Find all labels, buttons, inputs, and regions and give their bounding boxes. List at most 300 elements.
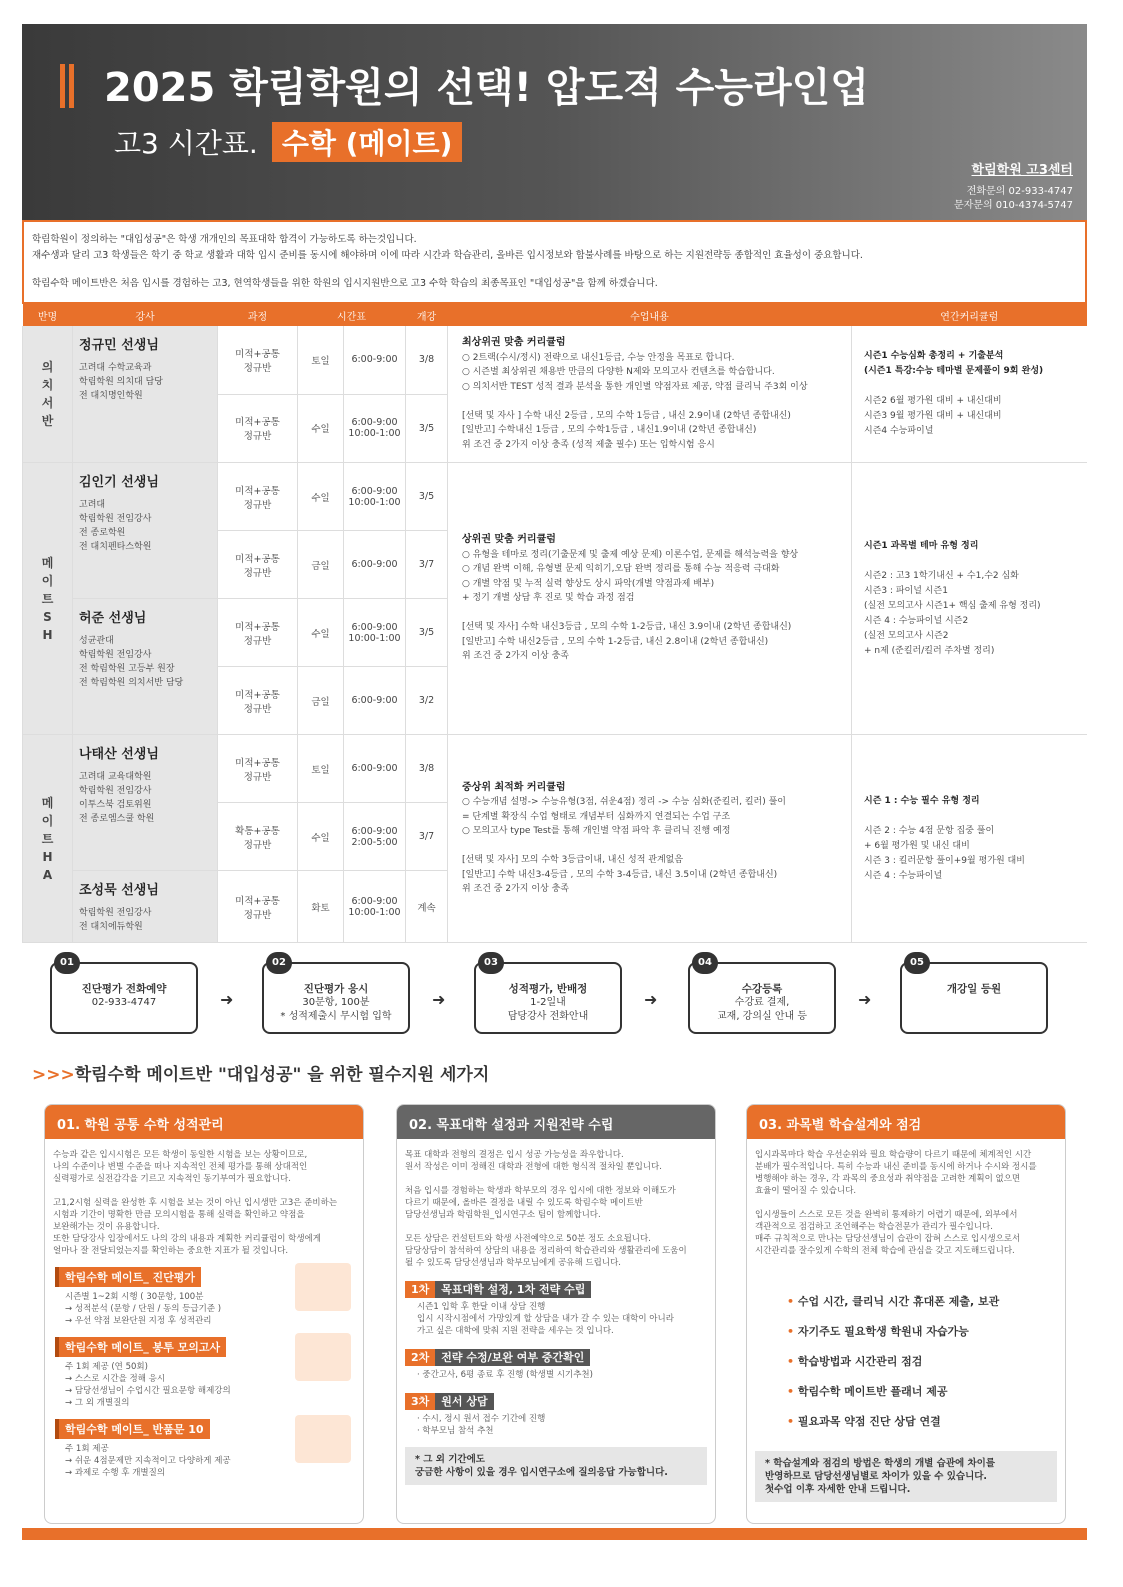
teacher-bio: 고려대 교육대학원: [79, 772, 152, 782]
time-text: 6:00-9:00: [351, 559, 398, 570]
teacher-cell: [73, 735, 218, 871]
content-line: [일반고] 수학 내신3-4등급 , 모의 수학 3-4등급, 내신 3.5이내 (2학년 종합내신): [462, 869, 778, 880]
strategy-step-title: 전략 수정/보완 여부 중간확인: [435, 1349, 590, 1366]
column-text: [747, 1149, 1065, 1257]
time-text: 10:00-1:00: [348, 906, 401, 918]
teacher-name: 조성묵 선생님: [79, 883, 159, 898]
time-cell: [344, 667, 406, 735]
column-note: [405, 1447, 707, 1485]
bullet-icon: •: [787, 1355, 798, 1368]
teacher-bio: 학림학원 전임강사: [79, 514, 152, 524]
strategy-step: [405, 1281, 715, 1297]
class-name-char: 서: [41, 396, 54, 410]
class-name-char: H: [42, 627, 53, 642]
support-column-1: [44, 1104, 364, 1524]
strategy-step-text: [397, 1365, 715, 1381]
strategy-step-title: 원서 상담: [435, 1393, 493, 1410]
timetable: [22, 304, 1087, 943]
strategy-step-number: 1차: [405, 1281, 435, 1298]
teacher-bio: 전 학림학원 의치서반 담당: [79, 678, 184, 688]
class-name-char: 반: [41, 414, 54, 428]
class-content: [448, 463, 852, 735]
course-text: 미적+공통: [235, 895, 280, 907]
sub-block: [45, 1327, 363, 1409]
curriculum-line: + 6월 평가원 및 내신 대비: [864, 840, 970, 851]
sub-line: · 학부모님 참석 추천: [417, 1426, 494, 1436]
time-cell: [344, 531, 406, 599]
strategy-step: [405, 1393, 715, 1409]
course-cell: [218, 326, 298, 394]
sub-block: [45, 1409, 363, 1479]
course-text: 정규반: [243, 703, 272, 715]
day-cell: 금일: [298, 531, 344, 599]
arrow-right-icon: ➜: [220, 990, 234, 1009]
table-header: 강사: [73, 304, 218, 326]
class-name-char: S: [43, 609, 52, 624]
course-text: 정규반: [243, 771, 272, 783]
time-text: 6:00-9:00: [351, 621, 398, 633]
sub-line: → 그 외 개별질의: [65, 1398, 130, 1408]
content-title: 상위권 맞춤 커리큘럼: [462, 534, 556, 546]
curriculum: [852, 326, 1088, 463]
curriculum-line: (실전 모의고사 시즌1+ 핵심 출제 유형 정리): [864, 600, 1041, 611]
time-text: 6:00-9:00: [351, 695, 398, 706]
time-cell: [344, 599, 406, 667]
text-line: 담당상담이 참석하여 상담의 내용을 정리하여 학습관리와 생활관리에 도움이: [405, 1246, 687, 1256]
start-cell: 3/7: [406, 531, 448, 599]
center-name: 학림학원 고3센터: [971, 163, 1073, 178]
support-column-3: [746, 1104, 1066, 1524]
day-cell: 수일: [298, 463, 344, 531]
course-text: 정규반: [243, 567, 272, 579]
bullet-text: 학림수학 메이트반 플래너 제공: [797, 1385, 948, 1398]
content-title: 최상위권 맞춤 커리큘럼: [462, 337, 566, 348]
class-name: [23, 463, 73, 735]
step-desc: 담당강사 전화안내: [507, 1011, 589, 1022]
teacher-bio: 학림학원 전임강사: [79, 786, 152, 796]
table-row: [23, 735, 1088, 803]
document-icon: [295, 1333, 351, 1381]
step-title: 개강일 등원: [946, 983, 1002, 995]
day-cell: 수일: [298, 394, 344, 462]
course-cell: [218, 599, 298, 667]
sub-line: 주 1회 제공: [65, 1444, 109, 1454]
strategy-step-text: [397, 1409, 715, 1437]
course-text: 미적+공통: [235, 689, 280, 701]
sub-line: · 수시, 정시 원서 접수 기간에 진행: [417, 1414, 546, 1424]
step-title: 진단평가 응시: [303, 983, 369, 995]
text-line: 실력평가로 실전감각을 기르고 지속적인 동기부여가 필요합니다.: [53, 1174, 291, 1184]
step-desc: 30문항, 100분: [302, 997, 370, 1008]
note-line: * 그 외 기간에도: [415, 1454, 485, 1465]
teacher-cell: [73, 326, 218, 463]
teacher-bio: 전 대치명인학원: [79, 391, 143, 401]
teacher-cell: [73, 463, 218, 599]
time-text: 6:00-9:00: [351, 825, 398, 837]
step-title: 성적평가, 반배정: [508, 983, 588, 995]
sub-block: [45, 1257, 363, 1327]
content-line: ○ 의치서반 TEST 성적 결과 분석을 통한 개인별 약점자료 제공, 약점 클리닉 주3회 이상: [462, 381, 808, 392]
sub-heading: 학림수학 메이트_ 봉투 모의고사: [55, 1337, 226, 1357]
text-line: 객관적으로 점검하고 조언해주는 학습전문가 관리가 필수입니다.: [755, 1222, 993, 1232]
strategy-step-number: 3차: [405, 1393, 435, 1410]
sub-line: → 담당선생님이 수업시간 필요문항 해제강의: [65, 1386, 231, 1396]
bullet-item: [747, 1407, 1065, 1437]
course-cell: [218, 871, 298, 943]
time-text: 10:00-1:00: [348, 632, 401, 644]
content-line: [선택 및 자사] 수학 내신3등급 , 모의 수학 1-2등급, 내신 3.9이내 (2학년 종합내신): [462, 622, 792, 633]
class-name: [23, 326, 73, 463]
class-name-char: 메: [41, 795, 54, 810]
step-desc: 교재, 강의실 안내 등: [717, 1011, 807, 1022]
teacher-bio: 학림학원 전임강사: [79, 650, 152, 660]
curriculum-line: 시즌 4 : 수능파이널 시즌2: [864, 615, 969, 626]
arrow-right-icon: ➜: [858, 990, 872, 1009]
curriculum-title: 시즌1 과목별 테마 유형 정리: [864, 540, 979, 551]
strategy-step-number: 2차: [405, 1349, 435, 1366]
content-line: ○ 수능개념 설명-> 수능유형(3점, 쉬운4점) 정리 -> 수능 심화(준킬러, 킬러) 풀이: [462, 797, 786, 807]
step-number: 01: [54, 952, 80, 974]
curriculum: [852, 735, 1088, 943]
teacher-name: 허준 선생님: [79, 611, 147, 626]
start-cell: 3/2: [406, 667, 448, 735]
time-text: 10:00-1:00: [348, 428, 401, 440]
content-line: [선택 및 자사] 모의 수학 3등급이내, 내신 성적 관계없음: [462, 855, 684, 865]
course-text: 정규반: [243, 362, 272, 374]
text-line: 담당선생님과 학림학원_입시연구소 팀이 함께합니다.: [405, 1210, 601, 1220]
content-line: [선택 및 자사 ] 수학 내신 2등급 , 모의 수학 1등급 , 내신 2.9이내 (2학년 종합내신): [462, 410, 791, 421]
text-line: 다르기 때문에, 올바른 결정을 내릴 수 있도록 학림수학 메이트반: [405, 1198, 643, 1208]
teacher-bio: 학림학원 전임강사: [79, 908, 152, 918]
bullet-item: [747, 1377, 1065, 1407]
intro-line: 재수생과 달리 고3 학생들은 학기 중 학교 생활과 대학 입시 준비를 동시에 해야하며 이에 따라 시간과 학습관리, 올바른 입시정보와 합불사례를 바탕으로 하는 지원전략등 종합적인 효율성이 중요합니다.: [32, 250, 863, 261]
class-name-char: 이: [41, 813, 54, 828]
text-line: 병행해야 하는 경우, 각 과목의 중요성과 취약점을 고려한 계획이 없으면: [755, 1174, 1021, 1184]
course-cell: [218, 463, 298, 531]
title-bar-icon: [60, 64, 65, 108]
bullet-text: 수업 시간, 클리닉 시간 휴대폰 제출, 보관: [797, 1295, 1000, 1308]
note-line: 반영하므로 담당선생님별로 차이가 있을 수 있습니다.: [765, 1471, 988, 1482]
curriculum-line: 시즌3 : 파이널 시즌1: [864, 585, 948, 596]
sub-heading: 학림수학 메이트_ 진단평가: [55, 1267, 201, 1287]
footer-bar: [22, 1528, 1087, 1540]
course-text: 미적+공통: [235, 757, 280, 769]
teacher-bio: 전 대치펜타스학원: [79, 542, 152, 552]
class-name: [23, 735, 73, 943]
sub-line: → 과제로 수행 후 개별질의: [65, 1468, 166, 1478]
step-number: 05: [904, 952, 930, 974]
curriculum-title: 시즌1 수능심화 총정리 + 기출분석: [864, 351, 1004, 361]
class-name-char: 트: [41, 831, 54, 846]
start-cell: 3/8: [406, 326, 448, 394]
curriculum-title: (시즌1 특강:수능 테마별 문제풀이 9회 완성): [864, 366, 1044, 376]
time-text: 6:00-9:00: [351, 354, 398, 366]
day-cell: 토일: [298, 326, 344, 394]
table-row: [23, 463, 1088, 531]
table-header: 수업내용: [448, 304, 852, 326]
intro-line: 학림학원이 정의하는 "대입성공"은 학생 개개인의 목표대학 합격이 가능하도록 하는것입니다.: [32, 234, 417, 245]
course-text: 미적+공통: [235, 621, 280, 633]
teacher-bio: 고려대 수학교육과: [79, 363, 152, 373]
text-line: 될 수 있도록 담당선생님과 학부모님에게 공유해 드립니다.: [405, 1258, 621, 1268]
subtitle-tag: 수학 (메이트): [272, 122, 463, 162]
start-cell: 3/8: [406, 735, 448, 803]
teacher-cell: [73, 599, 218, 735]
teacher-bio: 전 대치에듀학원: [79, 922, 143, 932]
arrow-right-icon: ➜: [644, 990, 658, 1009]
text-line: 시간관리를 잘수있게 수학의 전체 학습에 관심을 갖고 지도해드립니다.: [755, 1246, 1015, 1256]
time-text: 6:00-9:00: [351, 895, 398, 907]
content-title: 중상위 최적화 커리큘럼: [462, 781, 566, 793]
page-title: 2025 학림학원의 선택! 압도적 수능라인업: [104, 65, 869, 111]
content-line: + 정기 개별 상담 후 진로 및 학습 과정 점검: [462, 593, 635, 604]
class-name-char: H: [42, 849, 53, 864]
bullet-icon: •: [787, 1415, 798, 1428]
arrow-right-icon: ➜: [432, 990, 446, 1009]
class-name-char: 이: [41, 573, 54, 588]
note-line: * 학습설계와 점검의 방법은 학생의 개별 습관에 차이를: [765, 1458, 996, 1469]
course-cell: [218, 667, 298, 735]
intro-line: 학림수학 메이트반은 처음 입시를 경험하는 고3, 현역학생들을 위한 학원의 입시지원반으로 고3 수학 학습의 최종목표인 "대입성공"을 함께 하겠습니다.: [32, 278, 658, 289]
teacher-name: 나태산 선생님: [79, 747, 159, 762]
curriculum-title: 시즌 1 : 수능 필수 유형 정리: [864, 795, 980, 806]
class-name-char: A: [42, 867, 53, 882]
day-cell: 수일: [298, 599, 344, 667]
bullet-item: [747, 1347, 1065, 1377]
curriculum-line: 시즌 2 : 수능 4점 문항 집중 풀이: [864, 825, 995, 836]
text-line: 모든 상담은 컨설턴트와 학생 사전예약으로 50분 정도 소요됩니다.: [405, 1234, 651, 1244]
sub-line: → 스스로 시간을 정해 응시: [65, 1374, 166, 1384]
sub-line: 시즌별 1~2회 시행 ( 30문항, 100분: [65, 1292, 204, 1302]
teacher-bio: 성균관대: [79, 636, 114, 646]
time-cell: [344, 735, 406, 803]
column-note: [755, 1451, 1057, 1502]
step-desc: 02-933-4747: [91, 997, 157, 1008]
title-bar-icon: [69, 64, 74, 108]
content-line: ○ 모의고사 type Test를 통해 개인별 약점 파악 후 클리닉 진행 예정: [462, 826, 731, 836]
curriculum-line: 시즌2 : 고3 1학기내신 + 수1,수2 심화: [864, 570, 1019, 581]
content-line: = 단계별 확장식 수업 형태로 개념부터 심화까지 연결되는 수업 구조: [462, 811, 731, 822]
subtitle-text: 고3 시간표.: [114, 127, 258, 160]
curriculum-line: 시즌 3 : 킬러문항 풀이+9월 평가원 대비: [864, 855, 1025, 866]
bullet-icon: •: [787, 1295, 798, 1308]
text-line: 입시생들이 스스로 모든 것을 완벽히 통제하기 어렵기 때문에, 외부에서: [755, 1210, 1018, 1220]
bullet-icon: •: [787, 1325, 798, 1338]
text-line: 분배가 필수적입니다. 특히 수능과 내신 준비를 동시에 하거나 수시와 정시를: [755, 1162, 1037, 1172]
content-line: ○ 개별 약점 및 누적 실력 향상도 상시 파악(개별 약점과제 배부): [462, 578, 715, 589]
table-header: 과정: [218, 304, 298, 326]
bullet-text: 학습방법과 시간관리 점검: [797, 1355, 923, 1368]
day-cell: 토일: [298, 735, 344, 803]
course-text: 미적+공통: [235, 417, 280, 429]
teacher-bio: 전 종로엠스쿨 학원: [79, 814, 155, 824]
sub-line: 시즌1 입학 후 한달 이내 상담 진행: [417, 1302, 546, 1312]
course-text: 미적+공통: [235, 485, 280, 497]
content-line: [일반고] 수학내신 1등급 , 모의 수학1등급 , 내신1.9이내 (2학년 종합내신): [462, 425, 757, 435]
text-line: 원서 작성은 이미 정해진 대학과 전형에 대한 형식적 절차일 뿐입니다.: [405, 1162, 662, 1172]
class-name-char: 메: [41, 555, 54, 570]
content-line: ○ 개념 완벽 이해, 유형별 문제 익히기,오답 완벽 정리를 통해 수능 적응력 극대화: [462, 564, 780, 575]
intro-box: [22, 220, 1087, 304]
text-line: 효율이 떨어질 수 있습니다.: [755, 1186, 857, 1196]
class-name-char: 트: [41, 591, 54, 606]
bullet-item: [747, 1287, 1065, 1317]
text-line: 또한 담당강사 입장에서도 나의 강의 내용과 계획한 커리큘럼이 학생에게: [53, 1234, 321, 1244]
sub-line: → 성적분석 (문항 / 단원 / 동의 등급기준 ): [65, 1304, 222, 1314]
day-cell: 수일: [298, 803, 344, 871]
text-line: 얼마나 잘 전달되었는지를 확인하는 중요한 지표가 될 것입니다.: [53, 1246, 289, 1256]
phone-text: 전화문의 02-933-4747: [966, 186, 1073, 197]
step-desc: 1-2일내: [530, 997, 566, 1008]
step-number: 03: [478, 952, 504, 974]
text-line: 고1,2시험 실력을 완성한 후 시험을 보는 것이 아닌 입시생만 고3은 준비하는: [53, 1198, 338, 1208]
course-text: 정규반: [243, 909, 272, 921]
class-content: [448, 326, 852, 463]
start-cell: 3/5: [406, 599, 448, 667]
start-cell: 계속: [406, 871, 448, 943]
curriculum-line: 시즌2 6월 평가원 대비 + 내신대비: [864, 396, 1002, 406]
column-title: 03. 과목별 학습설계와 점검: [747, 1105, 1065, 1139]
table-header: 반명: [23, 304, 73, 326]
text-line: 시험과 기간이 명확한 만큼 모의시험을 통해 실력을 확인하고 약점을: [53, 1210, 305, 1220]
teacher-bio: 전 학림학원 고등부 원장: [79, 664, 175, 674]
sub-line: 주 1회 제공 (연 50회): [65, 1362, 148, 1372]
step-title: 수강등록: [741, 983, 783, 995]
step-desc: * 성적제출시 무시험 입학: [280, 1011, 392, 1022]
time-cell: [344, 871, 406, 943]
course-cell: [218, 803, 298, 871]
day-cell: 금일: [298, 667, 344, 735]
course-text: 미적+공통: [235, 553, 280, 565]
start-cell: 3/5: [406, 463, 448, 531]
text-line: 처음 입시를 경험하는 학생과 학부모의 경우 입시에 대한 정보와 이해도가: [405, 1186, 676, 1196]
page-subtitle: [114, 122, 462, 162]
time-cell: [344, 326, 406, 394]
table-header: 시간표: [298, 304, 406, 326]
curriculum-line: (실전 모의고사 시즌2: [864, 630, 949, 641]
step-number: 04: [692, 952, 718, 974]
teacher-bio: 고려대: [79, 500, 106, 510]
course-text: 확통+공통: [235, 825, 280, 837]
note-line: 궁금한 사항이 있을 경우 입시연구소에 질의응답 가능합니다.: [415, 1467, 668, 1478]
class-name-char: 의: [41, 360, 54, 374]
content-line: 위 조건 중 2가지 이상 충족 (성적 제출 필수) 또는 입학시험 응시: [462, 439, 715, 450]
text-line: 입시과목마다 학습 우선순위와 필요 학습량이 다르기 때문에 체계적인 시간: [755, 1150, 1032, 1160]
sub-line: → 우선 약점 보완단원 지정 후 성적관리: [65, 1316, 212, 1326]
class-name-char: 치: [41, 378, 54, 392]
table-header: 개강: [406, 304, 448, 326]
content-line: ○ 유형을 테마로 정리(기출문제 및 출제 예상 문제) 이론수업, 문제를 해석능력을 향상: [462, 549, 799, 560]
text-line: 매주 규칙적으로 만나는 담당선생님이 습관이 잡혀 스스로 입시생으로서: [755, 1234, 1021, 1244]
time-cell: [344, 803, 406, 871]
sms-text: 문자문의 010-4374-5747: [953, 200, 1073, 211]
strategy-step-title: 목표대학 설정, 1차 전략 수립: [435, 1281, 591, 1298]
teacher-cell: [73, 871, 218, 943]
header-banner: [22, 24, 1087, 220]
sub-line: 가고 싶은 대학에 맞춰 지원 전략을 세우는 것 입니다.: [417, 1326, 614, 1336]
teacher-bio: 전 종로학원: [79, 528, 126, 538]
course-cell: [218, 735, 298, 803]
support-column-2: [396, 1104, 716, 1524]
time-cell: [344, 463, 406, 531]
sub-line: · 중간고사, 6평 종료 후 진행 (학생별 시기추천): [417, 1370, 593, 1380]
text-line: 나의 수준이나 변별 수준을 떠나 지속적인 전체 평가를 통해 상대적인: [53, 1162, 308, 1172]
content-line: ○ 시즌별 최상위권 채용반 만큼의 다양한 N제와 모의고사 컨텐츠를 학습합니다.: [462, 367, 775, 377]
text-line: 보완해가는 것이 유용합니다.: [53, 1222, 160, 1232]
note-line: 첫수업 이후 자세한 안내 드립니다.: [765, 1484, 911, 1495]
step-title: 진단평가 전화예약: [81, 983, 167, 995]
teacher-name: 정규민 선생님: [79, 338, 159, 353]
time-text: 6:00-9:00: [351, 417, 398, 429]
day-cell: 화토: [298, 871, 344, 943]
course-text: 정규반: [243, 635, 272, 647]
start-cell: 3/5: [406, 394, 448, 462]
teacher-bio: 학림학원 의치대 담당: [79, 377, 163, 387]
teacher-name: 김인기 선생님: [79, 475, 159, 490]
content-line: 위 조건 중 2가지 이상 충족: [462, 884, 569, 894]
bullet-text: 필요과목 약점 진단 상담 연결: [797, 1415, 941, 1428]
column-title: 01. 학원 공통 수학 성적관리: [45, 1105, 363, 1139]
content-line: ○ 2트랙(수시/정시) 전략으로 내신1등급, 수능 안정을 목표로 합니다.: [462, 352, 735, 363]
content-line: [일반고] 수학 내신2등급 , 모의 수학 1-2등급, 내신 2.8이내 (2학년 종합내신): [462, 636, 769, 647]
time-text: 6:00-9:00: [351, 763, 398, 774]
step-desc: 수강료 결제,: [734, 997, 790, 1008]
curriculum-line: + n제 (준킬러/킬러 주차별 정리): [864, 645, 995, 656]
column-text: [45, 1149, 363, 1257]
course-cell: [218, 394, 298, 462]
table-header: 연간커리큘럼: [852, 304, 1088, 326]
time-text: 2:00-5:00: [351, 836, 398, 848]
start-cell: 3/7: [406, 803, 448, 871]
section-title: [32, 1060, 489, 1085]
course-text: 미적+공통: [235, 348, 280, 360]
course-text: 정규반: [243, 839, 272, 851]
curriculum-line: 시즌 4 : 수능파이널: [864, 870, 943, 881]
course-cell: [218, 531, 298, 599]
sub-heading: 학림수학 메이트_ 반품문 10: [55, 1419, 210, 1439]
strategy-step: [405, 1349, 715, 1365]
column-text: [397, 1149, 715, 1269]
course-text: 정규반: [243, 431, 272, 443]
table-row: [23, 326, 1088, 394]
document-icon: [295, 1263, 351, 1311]
text-line: 목표 대학과 전형의 결정은 입시 성공 가능성을 좌우합니다.: [405, 1150, 624, 1160]
curriculum: [852, 463, 1088, 735]
teacher-bio: 이투스북 검토위원: [79, 800, 152, 810]
document-icon: [295, 1415, 351, 1463]
section-arrows: >>>: [32, 1065, 75, 1085]
step-number: 02: [266, 952, 292, 974]
time-text: 10:00-1:00: [348, 496, 401, 508]
bullet-text: 자기주도 필요학생 학원내 자습가능: [797, 1325, 969, 1338]
curriculum-line: 시즌4 수능파이널: [864, 426, 934, 436]
text-line: 수능과 같은 입시시험은 모든 학생이 동일한 시험을 보는 상황이므로,: [53, 1150, 308, 1160]
strategy-step-text: [397, 1297, 715, 1337]
content-line: 위 조건 중 2가지 이상 충족: [462, 651, 569, 662]
sub-line: 입시 시작시점에서 가망있게 할 상담을 내가 갈 수 있는 대학이 아니라: [417, 1314, 674, 1324]
process-steps: [22, 952, 1087, 1042]
curriculum-line: 시즌3 9월 평가원 대비 + 내신대비: [864, 411, 1002, 421]
time-text: 6:00-9:00: [351, 485, 398, 497]
course-text: 정규반: [243, 499, 272, 511]
bullet-item: [747, 1317, 1065, 1347]
section-title-text: 학림수학 메이트반 "대입성공" 을 위한 필수지원 세가지: [74, 1065, 490, 1085]
bullet-icon: •: [787, 1385, 798, 1398]
class-content: [448, 735, 852, 943]
column-title: 02. 목표대학 설정과 지원전략 수립: [397, 1105, 715, 1139]
time-cell: [344, 394, 406, 462]
sub-line: → 쉬운 4점문제만 지속적이고 다양하게 제공: [65, 1456, 231, 1466]
